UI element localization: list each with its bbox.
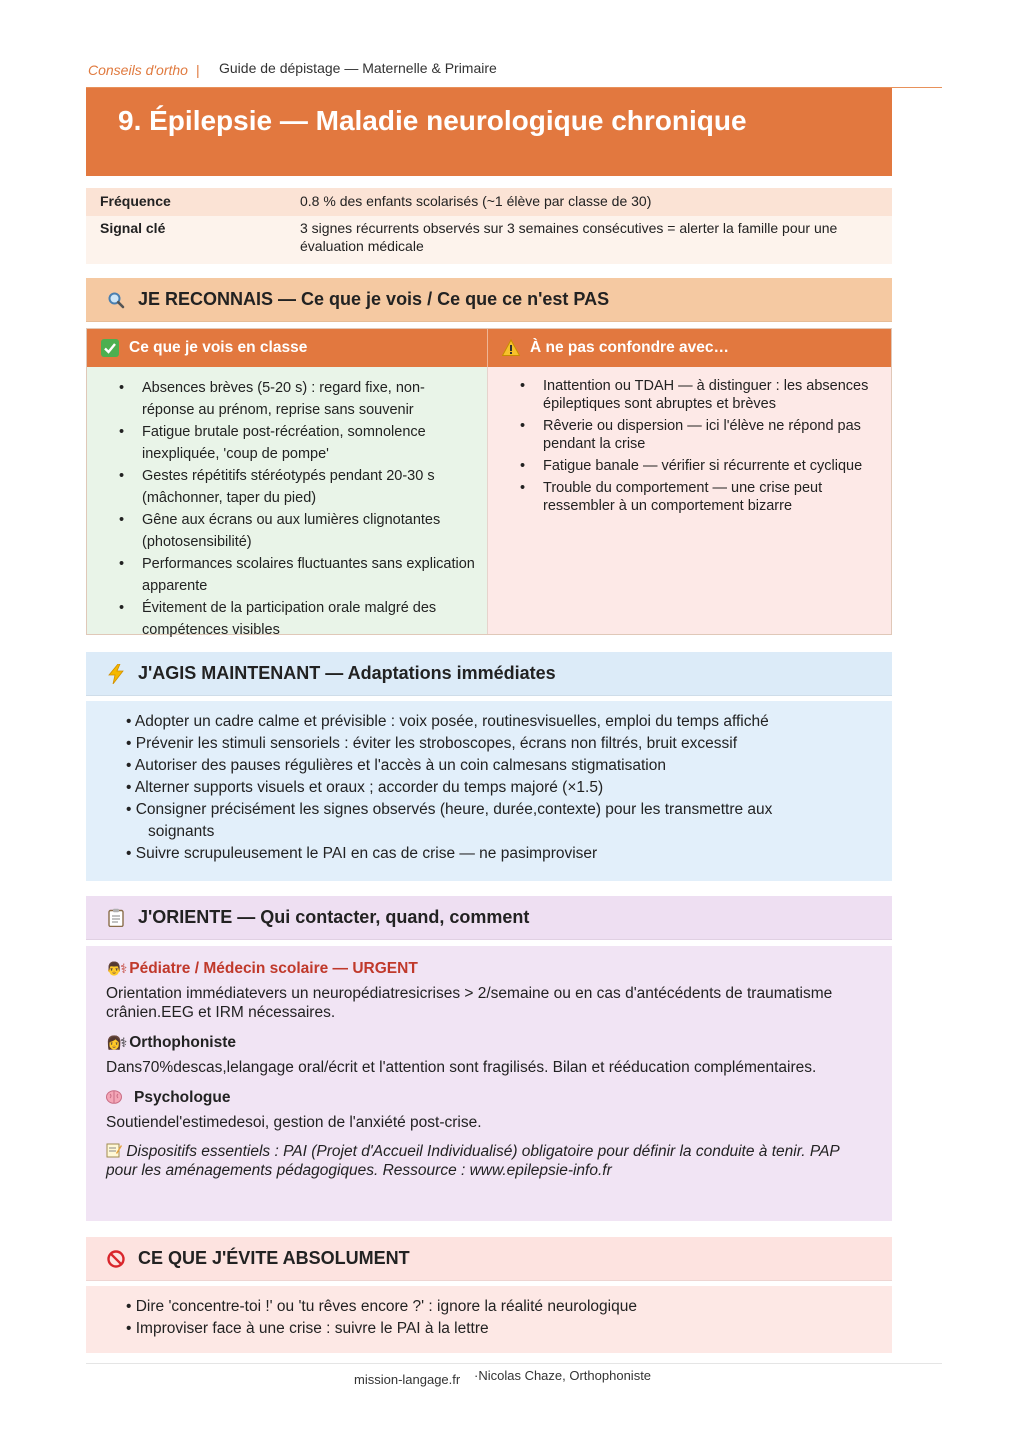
- contact-description: Soutiendel'estimedesoi, gestion de l'anxiété post-crise.: [106, 1114, 482, 1131]
- health-worker-icon: 👩⚕: [106, 1035, 126, 1050]
- doctor-icon: 👨⚕: [106, 961, 126, 976]
- list-item: • Performances scolaires fluctuantes sans explication apparente: [87, 553, 487, 597]
- header-separator: |: [196, 62, 200, 78]
- list-item: • Inattention ou TDAH — à distinguer : les absences épileptiques sont abruptes et brèves: [488, 377, 891, 413]
- list-item: • Évitement de la participation orale malgré des compétences visibles: [87, 597, 487, 641]
- list-item: • Prévenir les stimuli sensoriels : éviter les stroboscopes, écrans non filtrés, bruit excessif: [126, 735, 738, 752]
- magnifier-icon: [106, 290, 126, 310]
- column-header-confusions: [487, 329, 891, 367]
- lightning-icon: [106, 664, 126, 684]
- contact-orthophoniste: [106, 1032, 872, 1077]
- section-header-evite: [86, 1237, 892, 1281]
- list-item: • Fatigue brutale post-récréation, somnolence inexpliquée, 'coup de pompe': [87, 421, 487, 465]
- contact-title: [106, 1087, 872, 1109]
- essential-devices-note: [106, 1142, 872, 1180]
- info-row-signal: [86, 216, 892, 264]
- page-footer: [86, 1363, 942, 1403]
- column-title: Ce que je vois en classe: [129, 339, 308, 356]
- info-table: [86, 188, 892, 264]
- footer-site: mission-langage.fr: [354, 1372, 461, 1387]
- page-title: 9. Épilepsie — Maladie neurologique chronique: [118, 105, 747, 136]
- info-key: Fréquence: [100, 193, 171, 209]
- list-item: • Adopter un cadre calme et prévisible : voix posée, routinesvisuelles, emploi du temps affiché: [126, 713, 769, 730]
- section-title: J'AGIS MAINTENANT — Adaptations immédiates: [138, 663, 556, 683]
- list-item: • Gestes répétitifs stéréotypés pendant 20-30 s (mâchonner, taper du pied): [87, 465, 487, 509]
- list-item: • Rêverie ou dispersion — ici l'élève ne répond pas pendant la crise: [488, 417, 891, 453]
- contact-psychologue: [106, 1087, 872, 1132]
- continuation-text: soignants: [148, 823, 215, 840]
- section-header-reconnais: [86, 278, 892, 322]
- section-header-oriente: [86, 896, 892, 940]
- recognition-table: [86, 328, 892, 638]
- section-title: J'ORIENTE — Qui contacter, quand, comment: [138, 907, 530, 927]
- list-item: • Consigner précisément les signes observés (heure, durée,contexte) pour les transmettre aux: [126, 801, 773, 818]
- note-text: Dispositifs essentiels : PAI (Projet d'Accueil Individualisé) obligatoire pour définir la conduite à tenir. PAP pour les aménagements pédagogiques. Ressource : www.epilepsie-info.fr: [106, 1143, 840, 1179]
- contact-name: Pédiatre / Médecin scolaire — URGENT: [129, 960, 418, 977]
- guide-title: Guide de dépistage — Maternelle & Primaire: [219, 60, 497, 76]
- warning-icon: [502, 339, 520, 357]
- list-item: • Dire 'concentre-toi !' ou 'tu rêves encore ?' : ignore la réalité neurologique: [126, 1298, 637, 1315]
- brand-name: Conseils d'ortho: [88, 62, 188, 78]
- contact-description: Dans70%descas,lelangage oral/écrit et l'attention sont fragilisés. Bilan et rééducation complémentaires.: [106, 1059, 817, 1076]
- section-title: JE RECONNAIS — Ce que je vois / Ce que ce n'est PAS: [138, 289, 610, 309]
- list-item: • Gêne aux écrans ou aux lumières clignotantes (photosensibilité): [87, 509, 487, 553]
- list-item: • Fatigue banale — vérifier si récurrente et cyclique: [488, 457, 891, 475]
- list-item-continuation: [126, 821, 892, 843]
- list-item: • Suivre scrupuleusement le PAI en cas de crise — ne pasimproviser: [126, 845, 598, 862]
- footer-author: ·Nicolas Chaze, Orthophoniste: [474, 1368, 652, 1383]
- avoid-list: [86, 1286, 892, 1353]
- title-banner: [86, 88, 892, 176]
- contact-title: [106, 958, 872, 980]
- contact-name: Orthophoniste: [129, 1034, 237, 1051]
- contacts-panel: [86, 946, 892, 1221]
- list-item: • Alterner supports visuels et oraux ; accorder du temps majoré (×1.5): [126, 779, 604, 796]
- list-item: • Trouble du comportement — une crise peut ressembler à un comportement bizarre: [488, 479, 891, 515]
- adaptations-list: [86, 701, 892, 881]
- info-key: Signal clé: [100, 220, 166, 236]
- info-row-frequence: [86, 188, 892, 216]
- clipboard-icon: [106, 908, 126, 928]
- info-value: 0.8 % des enfants scolarisés (~1 élève par classe de 30): [300, 193, 652, 209]
- info-value: 3 signes récurrents observés sur 3 semaines consécutives = alerter la famille pour une évaluation médicale: [300, 220, 838, 254]
- prohibited-icon: [106, 1249, 126, 1269]
- confusions-list: [487, 367, 891, 634]
- list-item: • Autoriser des pauses régulières et l'accès à un coin calmesans stigmatisation: [126, 757, 666, 774]
- observed-signs-list: [87, 367, 487, 638]
- contact-name: Psychologue: [134, 1089, 231, 1106]
- list-item: • Absences brèves (5-20 s) : regard fixe, non-réponse au prénom, reprise sans souvenir: [87, 377, 487, 421]
- contact-pediatre: [106, 958, 872, 1022]
- check-icon: [101, 339, 119, 357]
- section-header-agis: [86, 652, 892, 696]
- column-title: À ne pas confondre avec…: [530, 339, 729, 356]
- column-header-observed: [87, 329, 487, 367]
- page-header: [86, 58, 942, 88]
- contact-description: Orientation immédiatevers un neuropédiatresicrises > 2/semaine ou en cas d'antécédents de traumatisme crânien.EEG et IRM nécessaires.: [106, 985, 833, 1021]
- contact-title: [106, 1032, 872, 1054]
- memo-icon: [106, 1143, 126, 1160]
- section-title: CE QUE J'ÉVITE ABSOLUMENT: [138, 1248, 410, 1268]
- brain-icon: [106, 1090, 122, 1107]
- list-item: • Improviser face à une crise : suivre le PAI à la lettre: [126, 1320, 489, 1337]
